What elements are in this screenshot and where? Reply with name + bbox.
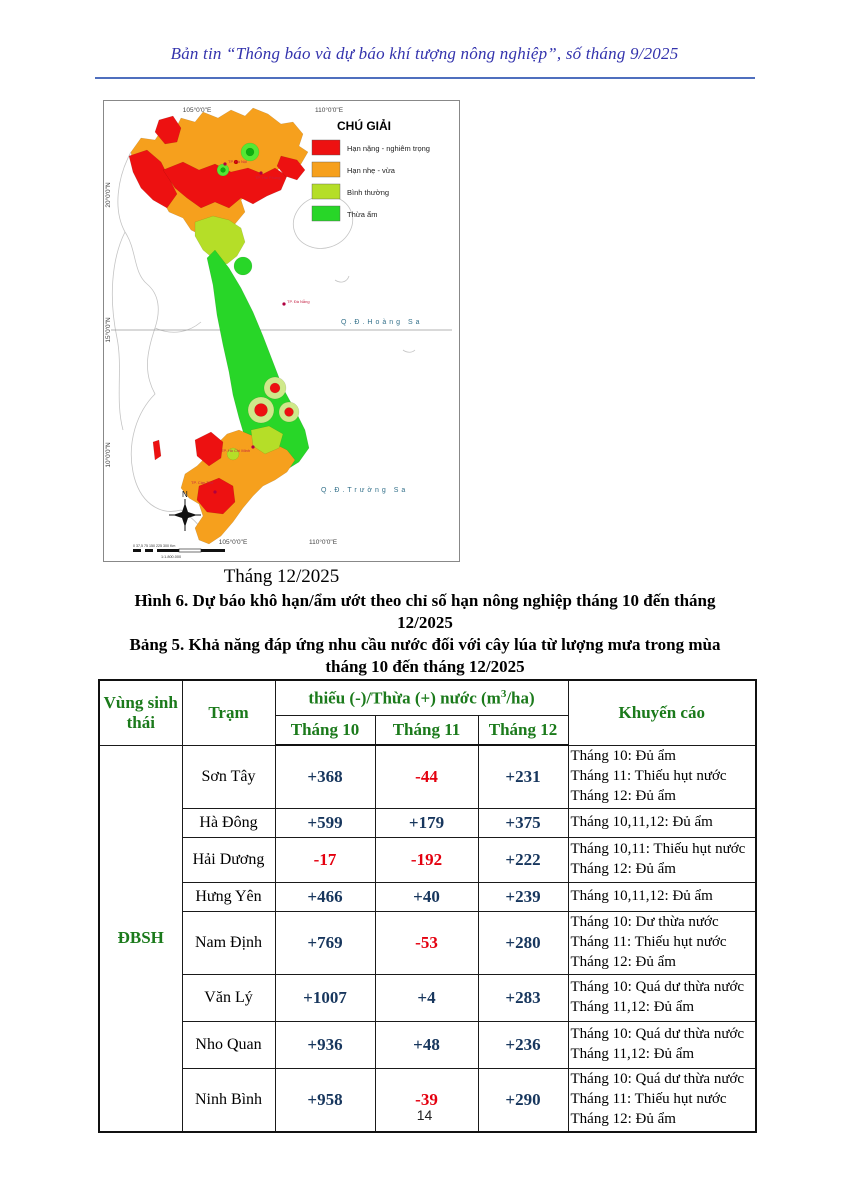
legend-label-mild: Hạn nhẹ - vừa	[347, 166, 395, 175]
coord-lat-20: 20°0'0"N	[105, 182, 112, 208]
advice-line: Tháng 10,11,12: Đủ ẩm	[570, 814, 713, 831]
coord-top-right: 110°0'0"E	[314, 107, 344, 114]
advice-line: Tháng 10: Quá dư thừa nước	[570, 1071, 745, 1088]
city-label-danang: TP. Đà Nẵng	[287, 299, 310, 304]
group-header-sup: 3	[500, 687, 507, 700]
advice-line: Tháng 10: Đủ ẩm	[570, 748, 676, 765]
advice-line: Tháng 10: Quá dư thừa nước	[570, 1026, 745, 1043]
bullseye-south-2-core	[255, 404, 268, 417]
advice-line: Tháng 12: Đủ ẩm	[570, 953, 676, 970]
bullseye-north-2-core	[221, 168, 226, 173]
station-cell: Nho Quan	[182, 1022, 275, 1069]
value-m10: +599	[275, 809, 375, 838]
value-m11: -39	[375, 1069, 478, 1133]
legend-title: CHÚ GIẢI	[337, 119, 391, 133]
document-header-title: Bản tin “Thông báo và dự báo khí tượng nông nghiệp”, số tháng 9/2025	[170, 44, 679, 63]
figure-caption-line2: 12/2025	[397, 612, 453, 632]
group-header-prefix: thiếu (-)/Thừa (+) nước (m	[308, 688, 501, 708]
coord-lat-15: 15°0'0"N	[105, 317, 112, 343]
table-row	[99, 745, 756, 809]
legend-swatch-mild	[312, 162, 340, 177]
value-m11: +179	[375, 809, 478, 838]
station-cell: Hưng Yên	[182, 883, 275, 912]
sea-label-hoang-sa: Q.Đ.Hoàng Sa	[341, 319, 423, 326]
value-m12: +239	[478, 883, 568, 912]
scale-tick-labels: 0 37,5 75 150 225 300 Km	[133, 544, 176, 548]
advice-line: Tháng 11: Thiếu hụt nước	[570, 767, 727, 784]
station-cell: Ninh Bình	[182, 1069, 275, 1133]
advice-line: Tháng 11: Thiếu hụt nước	[570, 934, 727, 951]
advice-line: Tháng 12: Đủ ẩm	[570, 1110, 676, 1127]
legend-swatch-normal	[312, 184, 340, 199]
col-header-month-11: Tháng 11	[375, 716, 478, 746]
value-m11: -53	[375, 912, 478, 975]
legend-label-moist: Thừa ẩm	[347, 210, 378, 219]
col-header-station: Trạm	[182, 680, 275, 745]
bullseye-south-3-core	[285, 408, 294, 417]
station-cell: Hải Dương	[182, 838, 275, 883]
advice-line: Tháng 10,11: Thiếu hụt nước	[570, 841, 746, 858]
advice-line: Tháng 11: Thiếu hụt nước	[570, 1091, 727, 1108]
value-m11: -192	[375, 838, 478, 883]
advice-cell	[568, 883, 756, 912]
legend-label-severe: Hạn nặng - nghiêm trọng	[347, 144, 430, 153]
value-m10: +936	[275, 1022, 375, 1069]
value-m10: +958	[275, 1069, 375, 1133]
map-month-caption: Tháng 12/2025	[223, 566, 340, 587]
value-m10: +368	[275, 745, 375, 809]
vietnam-map-figure	[103, 100, 460, 562]
city-label-hcm: TP. Hồ Chí Minh	[221, 448, 251, 453]
table-caption-line1: Bảng 5. Khả năng đáp ứng nhu cầu nước đối với cây lúa từ lượng mưa trong mùa	[129, 635, 721, 654]
region-north-moist-spot	[234, 257, 252, 275]
compass-north-label: N	[182, 490, 188, 499]
table-row	[99, 1022, 756, 1069]
value-m10: +466	[275, 883, 375, 912]
coord-lat-10: 10°0'0"N	[105, 442, 112, 468]
water-balance-table	[98, 679, 757, 1133]
city-label-cantho: TP. Cần Thơ	[191, 480, 214, 485]
value-m10: -17	[275, 838, 375, 883]
value-m12: +290	[478, 1069, 568, 1133]
city-label-hanoi: TP. Hà Nội	[228, 159, 248, 164]
value-m12: +280	[478, 912, 568, 975]
value-m12: +231	[478, 745, 568, 809]
value-m11: +40	[375, 883, 478, 912]
value-m12: +222	[478, 838, 568, 883]
bullseye-south-1-core	[270, 383, 280, 393]
advice-cell	[568, 912, 756, 975]
station-cell: Sơn Tây	[182, 745, 275, 809]
drought-forecast-map	[103, 100, 460, 562]
station-cell: Văn Lý	[182, 975, 275, 1022]
city-label-haiphong: TP. Hải Phòng	[255, 175, 281, 180]
page-number: 14	[416, 1107, 433, 1123]
value-m12: +375	[478, 809, 568, 838]
col-header-month-12: Tháng 12	[478, 716, 568, 746]
group-header-suffix: /ha)	[506, 688, 535, 708]
value-m11: -44	[375, 745, 478, 809]
header-divider	[95, 77, 755, 79]
figure-caption-line1: Hình 6. Dự báo khô hạn/ẩm ướt theo chỉ số hạn nông nghiệp tháng 10 đến tháng	[134, 591, 716, 610]
col-header-month-10: Tháng 10	[275, 716, 375, 746]
advice-line: Tháng 10: Dư thừa nước	[570, 914, 719, 931]
advice-line: Tháng 11,12: Đủ ẩm	[570, 1046, 695, 1062]
advice-cell	[568, 838, 756, 883]
legend-swatch-moist	[312, 206, 340, 221]
advice-line: Tháng 12: Đủ ẩm	[570, 861, 676, 877]
advice-cell	[568, 975, 756, 1022]
legend-swatch-severe	[312, 140, 340, 155]
sea-label-truong-sa: Q.Đ.Trường Sa	[321, 487, 409, 494]
table-row	[99, 809, 756, 838]
col-header-advice: Khuyến cáo	[568, 680, 756, 745]
table-row	[99, 975, 756, 1022]
value-m12: +236	[478, 1022, 568, 1069]
value-m11: +48	[375, 1022, 478, 1069]
value-m10: +769	[275, 912, 375, 975]
advice-cell	[568, 1022, 756, 1069]
advice-line: Tháng 10: Quá dư thừa nước	[570, 979, 745, 996]
station-cell: Nam Định	[182, 912, 275, 975]
station-cell: Hà Đông	[182, 809, 275, 838]
coord-bottom-right: 110°0'0"E	[308, 539, 338, 546]
coord-top-left: 105°0'0"E	[182, 107, 212, 114]
region-cell: ĐBSH	[99, 745, 182, 1132]
coord-bottom-left: 105°0'0"E	[218, 539, 248, 546]
table-caption	[95, 634, 755, 677]
table-row	[99, 912, 756, 975]
value-m10: +1007	[275, 975, 375, 1022]
scale-ratio-label: 1:1.800.000	[161, 555, 182, 559]
advice-line: Tháng 11,12: Đủ ẩm	[570, 999, 695, 1015]
table-caption-line2: tháng 10 đến tháng 12/2025	[325, 656, 525, 676]
value-m11: +4	[375, 975, 478, 1022]
legend-label-normal: Bình thường	[347, 188, 390, 197]
table-row	[99, 838, 756, 883]
advice-cell	[568, 745, 756, 809]
col-header-water-group	[275, 680, 568, 716]
value-m12: +283	[478, 975, 568, 1022]
advice-line: Tháng 10,11,12: Đủ ẩm	[570, 888, 713, 905]
advice-line: Tháng 12: Đủ ẩm	[570, 787, 676, 804]
col-header-region: Vùng sinh thái	[99, 680, 182, 745]
figure-caption	[95, 590, 755, 633]
table-row	[99, 883, 756, 912]
bullseye-north-1-core	[246, 148, 254, 156]
advice-cell	[568, 809, 756, 838]
